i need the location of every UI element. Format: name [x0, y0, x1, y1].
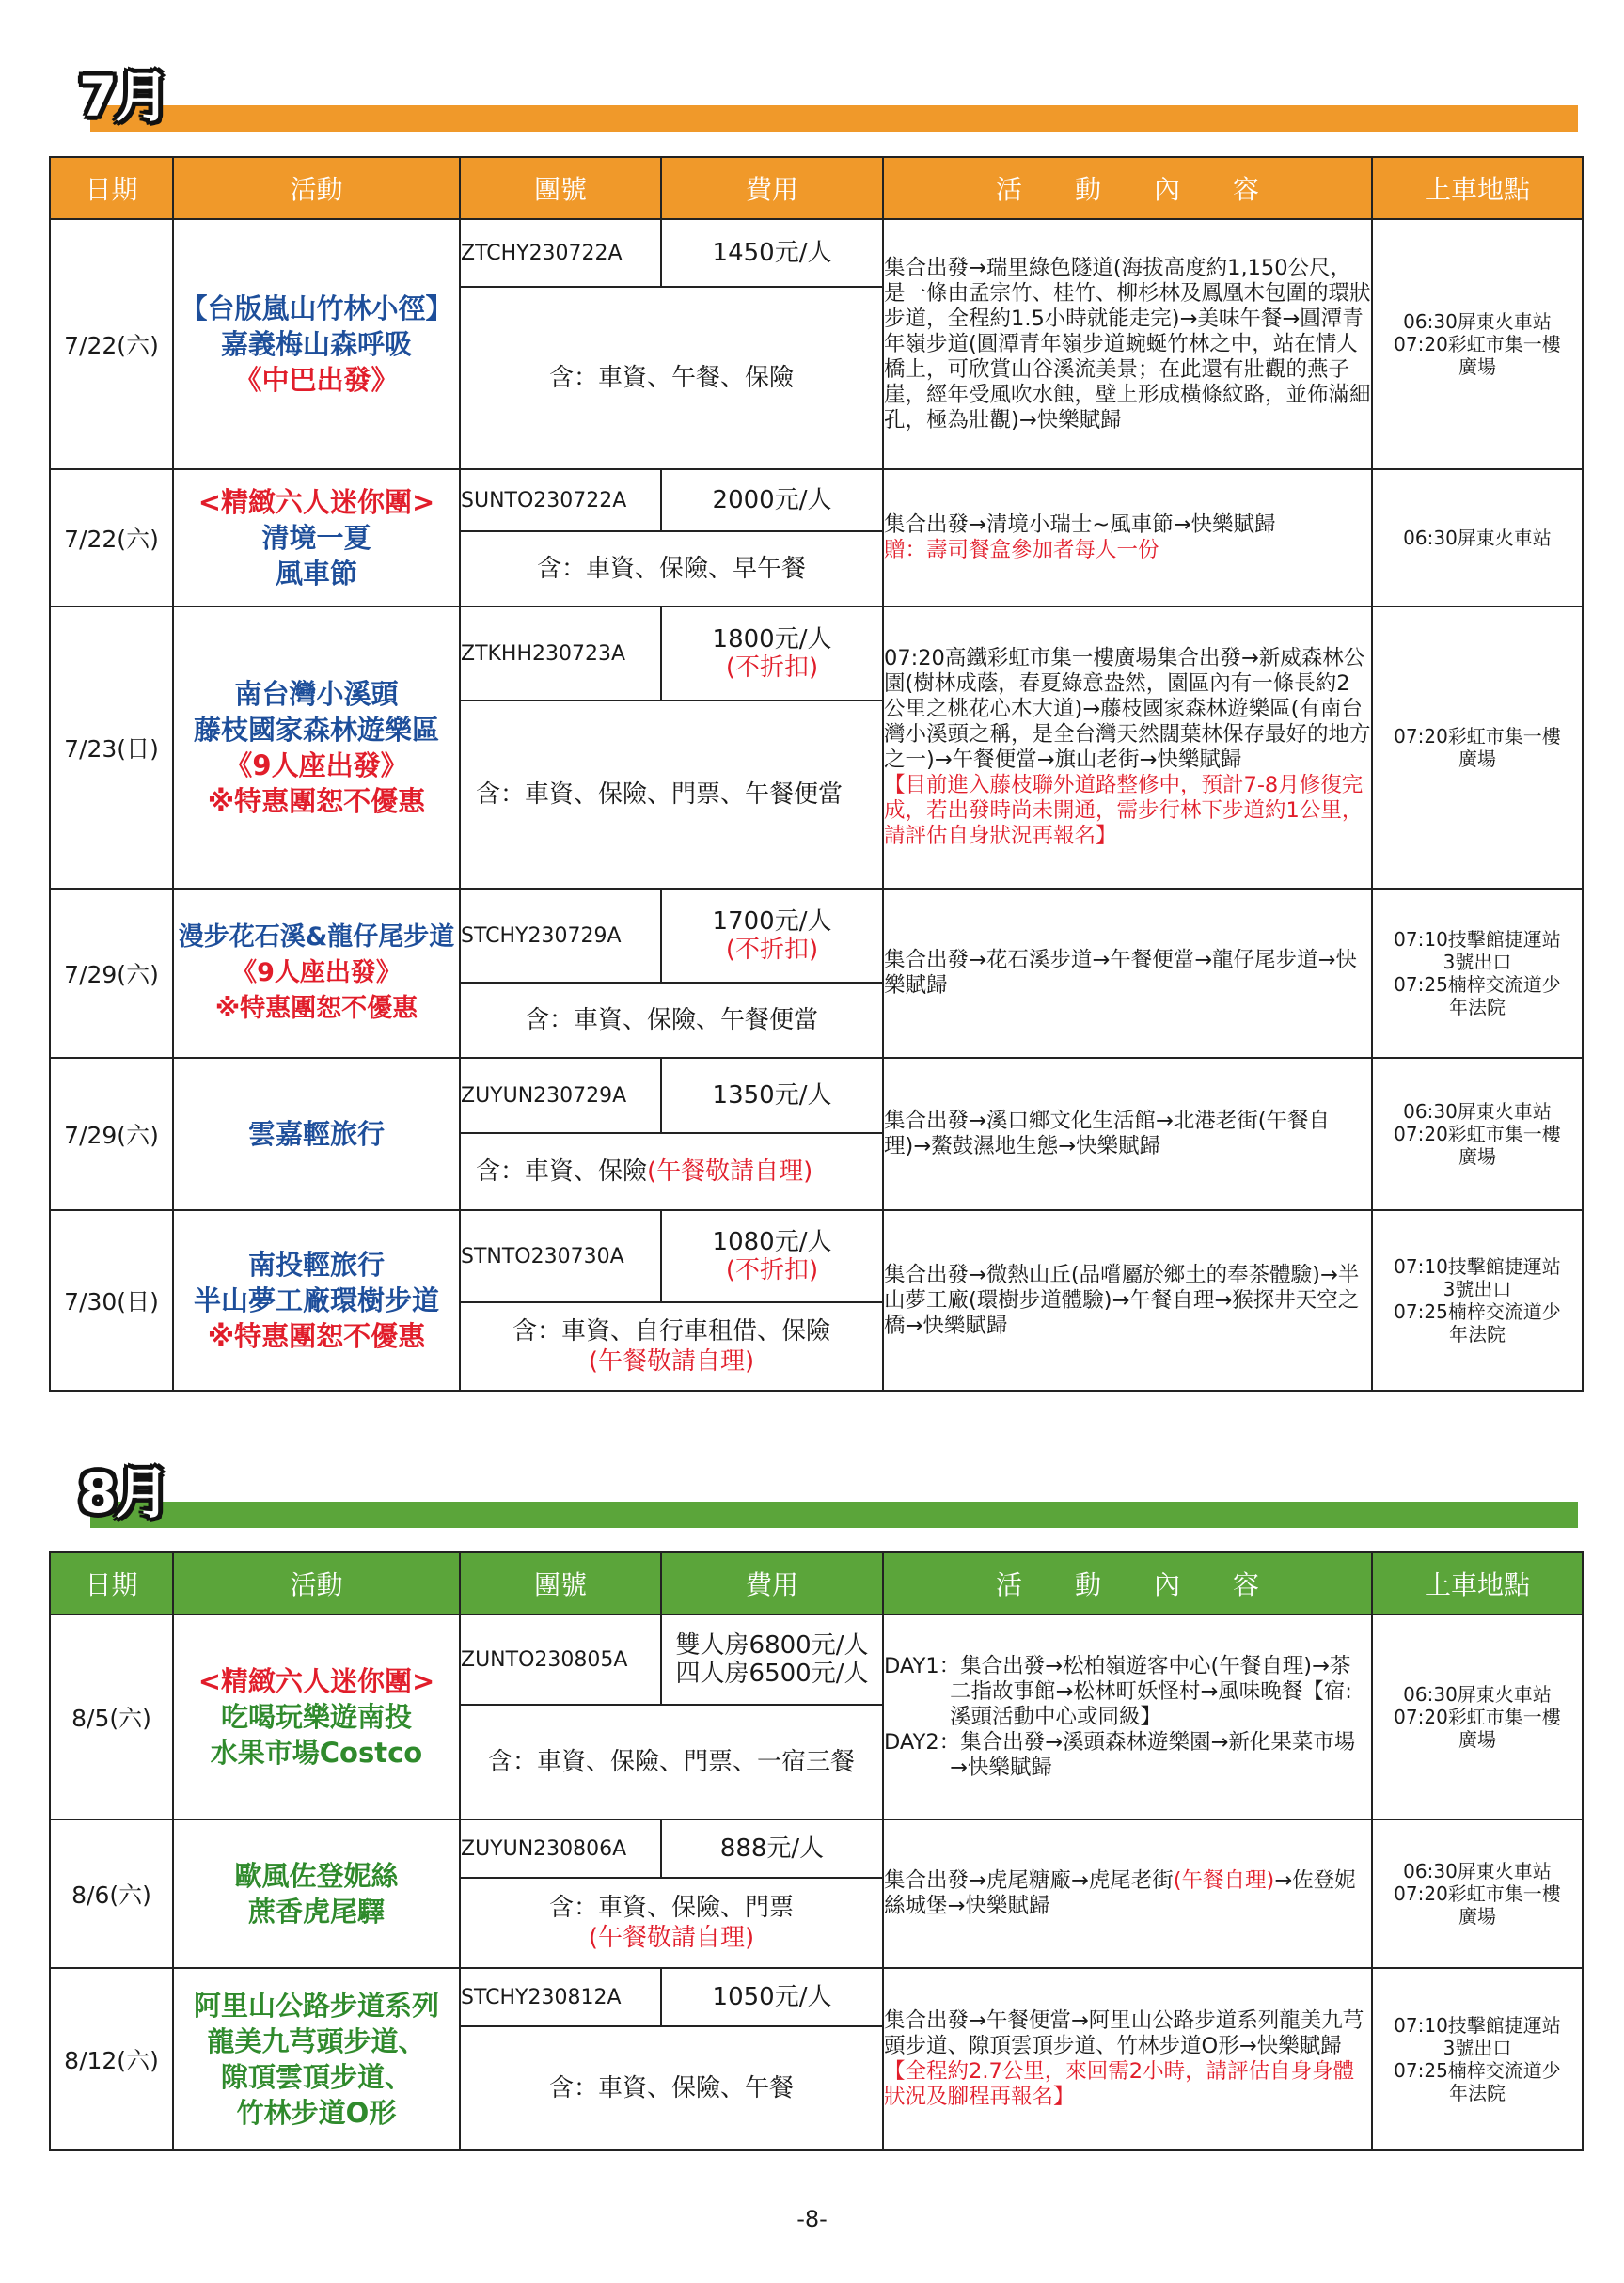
col-header-fee: 費用	[661, 1552, 883, 1614]
table-row	[50, 219, 1583, 287]
table-row	[50, 889, 1583, 983]
pickup-line: 年法院	[1449, 996, 1506, 1018]
row-price	[661, 1614, 883, 1705]
activity-line: 《9人座出發》	[225, 749, 408, 781]
row-price	[661, 1819, 883, 1878]
row-pickup	[1372, 1968, 1583, 2150]
row-includes	[460, 1878, 883, 1968]
pickup-line: 06:30屏東火車站	[1403, 1100, 1552, 1123]
col-header-activity: 活動	[173, 157, 460, 219]
row-activity	[173, 469, 460, 606]
activity-line: 南台灣小溪頭	[234, 678, 399, 710]
august-heading-bar	[90, 1502, 1578, 1528]
row-date: 8/6(六)	[50, 1819, 173, 1968]
row-date: 7/29(六)	[50, 889, 173, 1058]
row-content	[883, 1819, 1372, 1968]
table-row	[50, 1968, 1583, 2026]
row-price	[661, 1210, 883, 1302]
pickup-line: 06:30屏東火車站	[1403, 1683, 1552, 1706]
pickup-line: 廣場	[1458, 1728, 1496, 1751]
row-activity	[173, 1819, 460, 1968]
pickup-line: 06:30屏東火車站	[1403, 1860, 1552, 1882]
content-text: 集合出發→清境小瑞士~風車節→快樂賦歸	[884, 512, 1276, 537]
content-note: 【目前進入藤枝聯外道路整修中，預計7-8月修復完成，若出發時尚未開通，需步行林下步道約1公里，請評估自身狀況再報名】	[884, 773, 1364, 848]
activity-line: 雲嘉輕旅行	[247, 1118, 385, 1150]
row-date: 7/23(日)	[50, 606, 173, 889]
row-price	[661, 1968, 883, 2026]
row-includes	[460, 1302, 883, 1391]
row-activity	[173, 1968, 460, 2150]
includes-text: 含：車資、保險、門票	[548, 1894, 794, 1922]
content-note: 【全程約2.7公里，來回需2小時，請評估自身身體狀況及腳程再報名】	[884, 2059, 1355, 2109]
row-pickup	[1372, 469, 1583, 606]
activity-line: 風車節	[275, 558, 357, 590]
content-text: 集合出發→午餐便當→阿里山公路步道系列龍美九芎頭步道、隙頂雲頂步道、竹林步道O形→快樂賦歸	[884, 2008, 1364, 2058]
row-date: 7/30(日)	[50, 1210, 173, 1391]
table-row	[50, 1614, 1583, 1705]
row-includes: 含：車資、保險、門票、午餐便當	[460, 701, 883, 889]
row-code: ZTCHY230722A	[460, 219, 661, 287]
row-includes: 含：車資、保險、早午餐	[460, 531, 883, 606]
row-pickup	[1372, 1614, 1583, 1819]
content-note: 贈：壽司餐盒參加者每人一份	[884, 538, 1159, 562]
pickup-line: 07:25楠梓交流道少	[1394, 973, 1561, 996]
pickup-line: 07:25楠梓交流道少	[1394, 2059, 1561, 2082]
activity-line: 《9人座出發》	[231, 958, 402, 987]
pickup-line: 廣場	[1458, 1905, 1496, 1928]
row-content	[883, 1968, 1372, 2150]
includes-note: (午餐敬請自理)	[588, 1347, 755, 1376]
row-price	[661, 219, 883, 287]
activity-line: 《中巴出發》	[234, 364, 399, 396]
content-day1: DAY1：集合出發→松柏嶺遊客中心(午餐自理)→茶二指故事館→松林町妖怪村→風味晚餐【宿:溪頭活動中心或同級】	[884, 1653, 1352, 1729]
col-header-code: 團號	[460, 157, 661, 219]
pickup-line: 06:30屏東火車站	[1403, 310, 1552, 333]
july-heading	[55, 56, 1578, 141]
row-pickup	[1372, 606, 1583, 889]
pickup-line: 廣場	[1458, 355, 1496, 378]
row-date: 7/22(六)	[50, 219, 173, 469]
activity-line: ※特惠團恕不優惠	[214, 994, 418, 1023]
pickup-line: 07:10技擊館捷運站	[1394, 2014, 1561, 2037]
activity-line: 阿里山公路步道系列	[193, 1990, 439, 2022]
pickup-line: 3號出口	[1443, 2037, 1512, 2059]
row-content: 集合出發→溪口鄉文化生活館→北港老街(午餐自理)→鰲鼓濕地生態→快樂賦歸	[883, 1058, 1372, 1210]
activity-line: 竹林步道O形	[236, 2097, 397, 2129]
col-header-date: 日期	[50, 157, 173, 219]
row-code: STNTO230730A	[460, 1210, 661, 1302]
row-activity	[173, 1614, 460, 1819]
includes-note: (午餐敬請自理)	[647, 1157, 813, 1186]
price-value-2: 四人房6500元/人	[675, 1660, 869, 1688]
july-header-row	[50, 157, 1583, 219]
page-number: -8-	[796, 2206, 828, 2232]
row-includes: 含：車資、保險、午餐	[460, 2026, 883, 2150]
row-date: 8/12(六)	[50, 1968, 173, 2150]
table-row	[50, 1210, 1583, 1302]
row-code: ZTKHH230723A	[460, 606, 661, 701]
activity-line: 龍美九芎頭步道、	[207, 2025, 426, 2057]
pickup-line: 07:20彩虹市集一樓	[1394, 1123, 1561, 1145]
row-date: 8/5(六)	[50, 1614, 173, 1819]
row-activity	[173, 606, 460, 889]
activity-line: <精緻六人迷你團>	[197, 1665, 435, 1697]
col-header-pickup: 上車地點	[1372, 157, 1583, 219]
table-row	[50, 1058, 1583, 1133]
activity-line: 隙頂雲頂步道、	[220, 2061, 412, 2093]
activity-line: 南投輕旅行	[247, 1249, 385, 1281]
activity-line: 吃喝玩樂遊南投	[220, 1701, 412, 1733]
july-schedule-table	[49, 156, 1584, 1392]
col-header-fee: 費用	[661, 157, 883, 219]
activity-line: 水果市場Costco	[210, 1737, 423, 1769]
august-schedule-table	[49, 1551, 1584, 2151]
activity-line: <精緻六人迷你團>	[197, 486, 435, 518]
row-code: STCHY230812A	[460, 1968, 661, 2026]
activity-line: 歐風佐登妮絲	[234, 1860, 399, 1892]
row-code: ZUNTO230805A	[460, 1614, 661, 1705]
pickup-line: 07:20彩虹市集一樓	[1394, 333, 1561, 355]
row-includes	[460, 1133, 883, 1210]
row-date: 7/29(六)	[50, 1058, 173, 1210]
activity-line: 藤枝國家森林遊樂區	[193, 714, 439, 746]
row-pickup	[1372, 219, 1583, 469]
row-code: STCHY230729A	[460, 889, 661, 983]
pickup-line: 3號出口	[1443, 951, 1512, 973]
row-code: SUNTO230722A	[460, 469, 661, 531]
activity-line: 嘉義梅山森呼吸	[220, 328, 412, 360]
pickup-line: 07:25楠梓交流道少	[1394, 1300, 1561, 1323]
price-value: 1350元/人	[712, 1081, 832, 1110]
row-price	[661, 1058, 883, 1133]
price-note: (不折扣)	[725, 936, 819, 964]
pickup-line: 07:10技擊館捷運站	[1394, 928, 1561, 951]
row-code: ZUYUN230729A	[460, 1058, 661, 1133]
col-header-date: 日期	[50, 1552, 173, 1614]
row-pickup	[1372, 1819, 1583, 1968]
row-activity	[173, 1058, 460, 1210]
activity-line: 半山夢工廠環樹步道	[193, 1284, 439, 1316]
col-header-content: 活 動 內 容	[883, 157, 1372, 219]
content-text: 集合出發→虎尾糖廠→虎尾老街	[884, 1868, 1174, 1893]
row-includes: 含：車資、保險、門票、一宿三餐	[460, 1705, 883, 1819]
pickup-line: 07:20彩虹市集一樓	[1394, 725, 1561, 748]
pickup-line: 廣場	[1458, 748, 1496, 770]
row-price	[661, 606, 883, 701]
pickup-line: 年法院	[1449, 2082, 1506, 2104]
row-content	[883, 469, 1372, 606]
content-text: 07:20高鐵彩虹市集一樓廣場集合出發→新威森林公園(樹林成蔭，春夏綠意盎然，園區內有一條長約2公里之桃花心木大道)→藤枝國家森林遊樂區(有南台灣小溪頭之稱，是全台灣天然闊葉林保存最好的地方之一)→午餐便當→旗山老街→快樂賦歸	[884, 646, 1371, 772]
row-pickup	[1372, 889, 1583, 1058]
activity-line: 漫步花石溪&龍仔尾步道	[178, 922, 455, 952]
july-heading-bar	[90, 105, 1578, 132]
august-heading-label: 8月	[79, 1461, 168, 1525]
price-note: (不折扣)	[725, 653, 819, 682]
row-activity	[173, 219, 460, 469]
august-heading	[55, 1453, 1578, 1537]
price-value: 1080元/人	[712, 1228, 832, 1256]
table-row	[50, 606, 1583, 701]
price-value: 1050元/人	[712, 1983, 832, 2011]
row-content	[883, 606, 1372, 889]
activity-line: 清境一夏	[261, 522, 371, 554]
row-content: 集合出發→微熱山丘(品嚐屬於鄉土的奉茶體驗)→半山夢工廠(環樹步道體驗)→午餐自理→猴探井天空之橋→快樂賦歸	[883, 1210, 1372, 1391]
col-header-content: 活 動 內 容	[883, 1552, 1372, 1614]
july-heading-label: 7月	[79, 65, 168, 129]
col-header-activity: 活動	[173, 1552, 460, 1614]
col-header-code: 團號	[460, 1552, 661, 1614]
row-content: 集合出發→花石溪步道→午餐便當→龍仔尾步道→快樂賦歸	[883, 889, 1372, 1058]
includes-note: (午餐敬請自理)	[588, 1924, 755, 1952]
row-content: 集合出發→瑞里綠色隧道(海拔高度約1,150公尺，是一條由孟宗竹、桂竹、柳杉林及鳳凰木包圍的環狀步道，全程約1.5小時就能走完)→美味午餐→圓潭青年嶺步道(圓潭青年嶺步道蜿蜒竹林之中，站在情人橋上，可欣賞山谷溪流美景；在此還有壯觀的燕子崖，經年受風吹水蝕，壁上形成橫條紋路，並佈滿細孔，極為壯觀)→快樂賦歸	[883, 219, 1372, 469]
activity-line: ※特惠團恕不優惠	[207, 785, 426, 817]
content-text-2: →佐登妮絲城堡→快樂賦歸	[884, 1868, 1356, 1918]
pickup-line: 07:20彩虹市集一樓	[1394, 1706, 1561, 1728]
activity-line: 蔗香虎尾驛	[247, 1896, 385, 1928]
row-content	[883, 1614, 1372, 1819]
row-date: 7/22(六)	[50, 469, 173, 606]
row-activity	[173, 1210, 460, 1391]
price-value: 2000元/人	[712, 486, 832, 514]
row-price	[661, 469, 883, 531]
pickup-line: 廣場	[1458, 1145, 1496, 1168]
includes-text: 含：車資、保險	[476, 1157, 648, 1186]
price-value: 雙人房6800元/人	[675, 1631, 869, 1660]
row-activity	[173, 889, 460, 1058]
col-header-pickup: 上車地點	[1372, 1552, 1583, 1614]
row-pickup	[1372, 1058, 1583, 1210]
row-price	[661, 889, 883, 983]
price-value: 1450元/人	[712, 239, 832, 267]
table-row	[50, 469, 1583, 531]
content-day2: DAY2：集合出發→溪頭森林遊樂園→新化果菜市場→快樂賦歸	[884, 1729, 1356, 1780]
activity-line: ※特惠團恕不優惠	[207, 1320, 426, 1352]
price-value: 888元/人	[719, 1834, 825, 1863]
row-pickup	[1372, 1210, 1583, 1391]
row-code: ZUYUN230806A	[460, 1819, 661, 1878]
row-includes: 含：車資、午餐、保險	[460, 287, 883, 469]
price-value: 1700元/人	[712, 907, 832, 936]
pickup-line: 07:20彩虹市集一樓	[1394, 1882, 1561, 1905]
august-header-row	[50, 1552, 1583, 1614]
pickup-line: 07:10技擊館捷運站	[1394, 1255, 1561, 1278]
content-note: (午餐自理)	[1173, 1868, 1275, 1893]
table-row	[50, 1819, 1583, 1878]
row-includes: 含：車資、保險、午餐便當	[460, 983, 883, 1058]
includes-text: 含：車資、自行車租借、保險	[512, 1317, 830, 1346]
price-note: (不折扣)	[725, 1256, 819, 1284]
pickup-line: 3號出口	[1443, 1278, 1512, 1300]
price-value: 1800元/人	[712, 625, 832, 653]
pickup-line: 06:30屏東火車站	[1403, 527, 1552, 549]
activity-line: 【台版嵐山竹林小徑】	[180, 292, 453, 324]
pickup-line: 年法院	[1449, 1323, 1506, 1346]
